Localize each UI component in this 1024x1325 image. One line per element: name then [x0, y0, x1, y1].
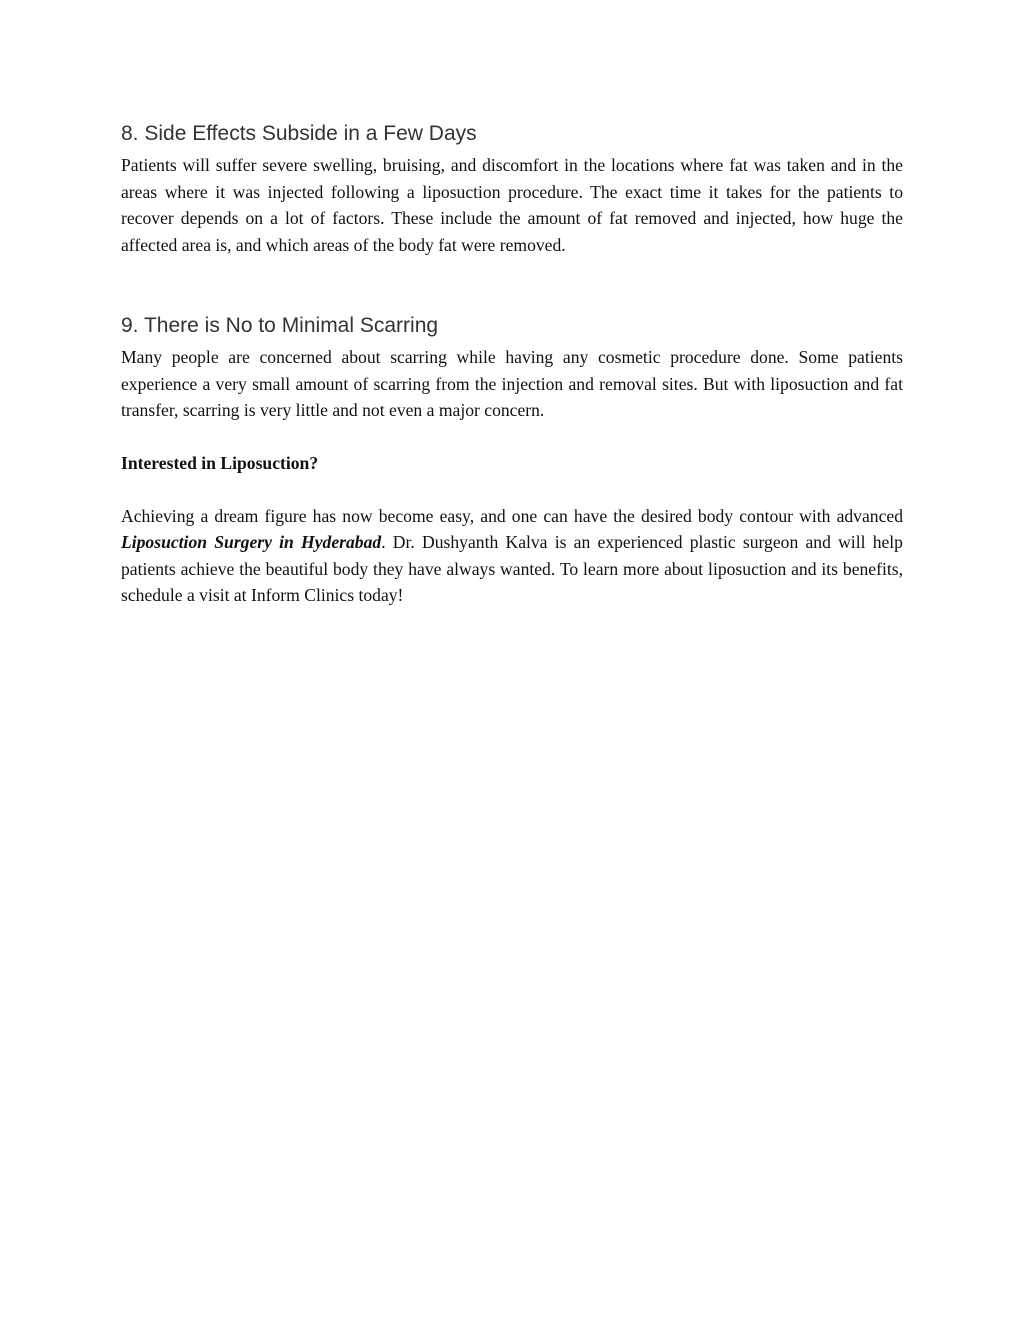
section-scarring [121, 310, 903, 424]
cta-body-text-before: Achieving a dream figure has now become easy, and one can have the desired body contour with advanced [121, 505, 903, 526]
section-body: Patients will suffer severe swelling, bruising, and discomfort in the locations where fat was taken and in the areas where it was injected following a liposuction procedure. The exact time it takes for the patients to recover depends on a lot of factors. These include the amount of fat removed and injected, how huge the affected area is, and which areas of the body fat were removed. [121, 155, 903, 255]
section-call-to-action [121, 450, 903, 609]
section-side-effects [121, 118, 903, 258]
section-body: Many people are concerned about scarring while having any cosmetic procedure done. Some patients experience a very small amount of scarring from the injection and removal sites. But with liposuction and fat transfer, scarring is very little and not even a major concern. [121, 347, 903, 420]
document-page [121, 118, 903, 609]
liposuction-surgery-link[interactable]: Liposuction Surgery in Hyderabad [121, 532, 382, 552]
section-heading: 9. There is No to Minimal Scarring [121, 314, 439, 337]
cta-body-text-after: . Dr. Dushyanth Kalva is an experienced plastic surgeon and will help patients achieve the beautiful body they have always wanted. To learn more about liposuction and its benefits, schedule a visit at Inform Clinics today! [121, 532, 903, 605]
cta-heading: Interested in Liposuction? [121, 452, 319, 473]
section-heading: 8. Side Effects Subside in a Few Days [121, 122, 477, 145]
cta-body [121, 503, 903, 609]
